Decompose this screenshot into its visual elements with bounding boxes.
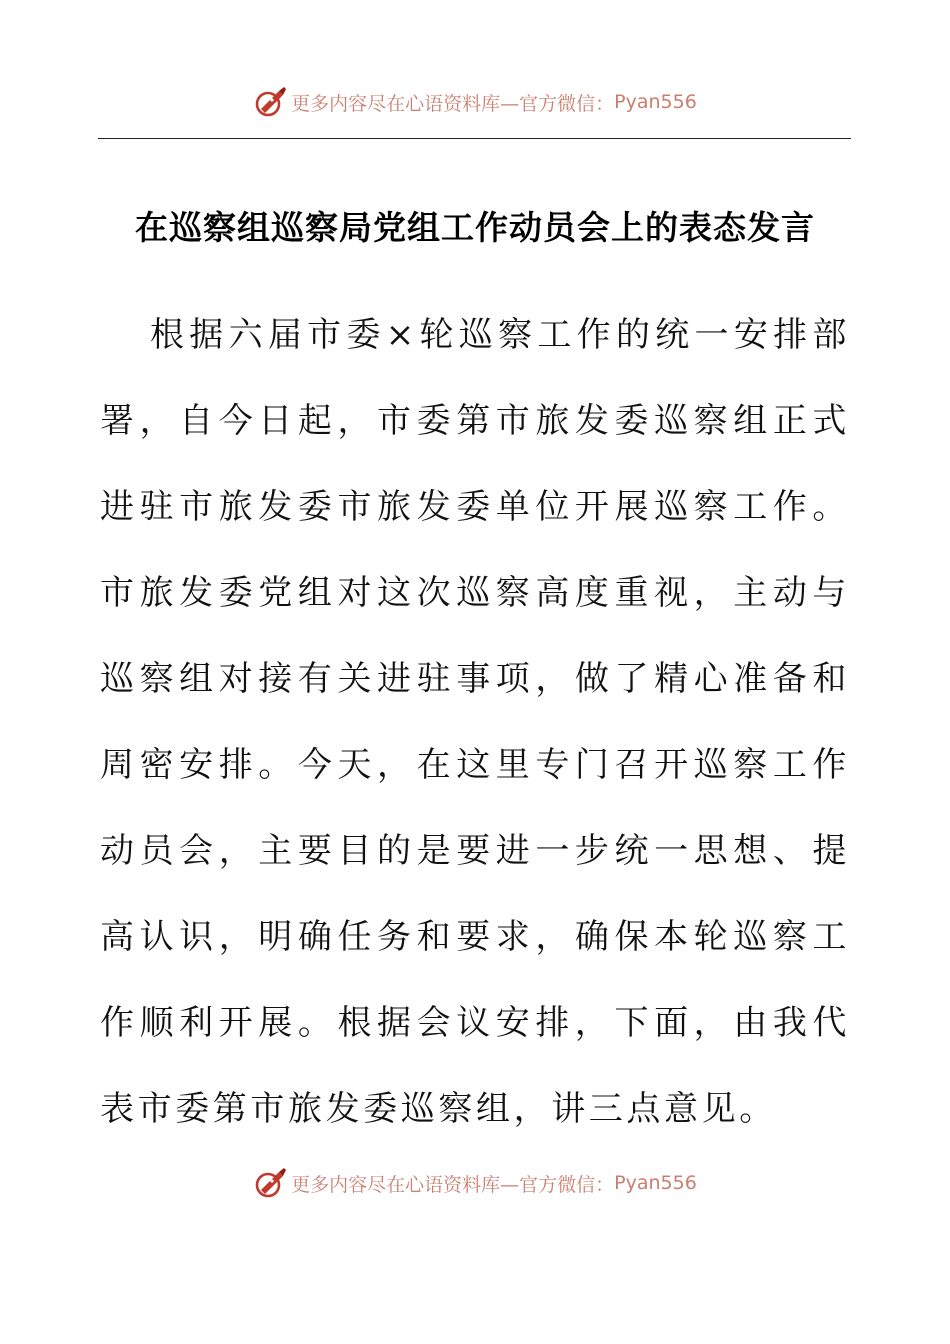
pen-nib-circle-icon	[253, 1166, 287, 1200]
header-divider	[98, 138, 851, 139]
banner-text: 更多内容尽在心语资料库—官方微信：	[291, 1173, 615, 1196]
pen-nib-circle-icon	[253, 85, 287, 119]
banner-text: 更多内容尽在心语资料库—官方微信：	[291, 92, 615, 115]
wechat-id: Pyan556	[614, 1172, 697, 1194]
footer-banner	[0, 1163, 950, 1203]
body-paragraph: 根据六届市委×轮巡察工作的统一安排部署，自今日起，市委第市旅发委巡察组正式进驻市旅发委市旅发委单位开展巡察工作。市旅发委党组对这次巡察高度重视，主动与巡察组对接有关进驻事项，做了精心准备和周密安排。今天，在这里专门召开巡察工作动员会，主要目的是要进一步统一思想、提高认识，明确任务和要求，确保本轮巡察工作顺利开展。根据会议安排，下面，由我代表市委第市旅发委巡察组，讲三点意见。	[100, 315, 850, 1129]
header-banner	[0, 82, 950, 122]
wechat-id: Pyan556	[614, 91, 697, 113]
document-title: 在巡察组巡察局党组工作动员会上的表态发言	[135, 208, 815, 247]
